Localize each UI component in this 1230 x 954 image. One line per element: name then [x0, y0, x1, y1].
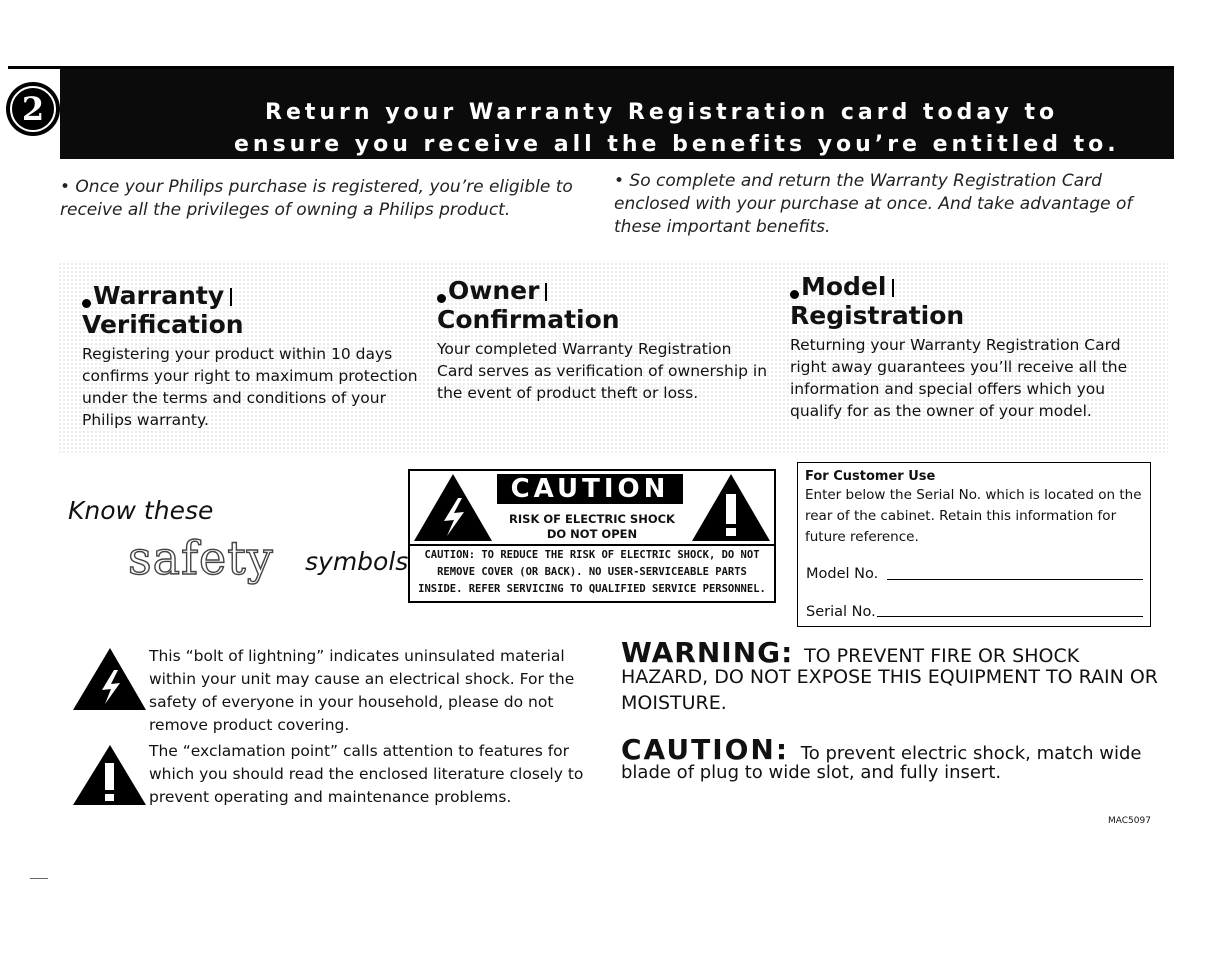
bar-mark	[545, 283, 547, 301]
serial-number-label: Serial No.	[806, 604, 876, 620]
banner-line-2: ensure you receive all the benefits you’re entitled to.	[234, 132, 1120, 157]
safety-word: safety	[128, 531, 274, 585]
intro-right-text: • So complete and return the Warranty Registration Card enclosed with your purchase at once. And take advantage of these important benefits.	[614, 171, 1133, 237]
benefit-body: Returning your Warranty Registration Card right away guarantees you’ll receive all the information and special offers which you qualify for as the owner of your model.	[790, 336, 1128, 420]
intro-left-text: • Once your Philips purchase is registered, you’re eligible to receive all the privileges of owning a Philips product.	[60, 177, 573, 220]
customer-use-title: For Customer Use	[805, 469, 936, 484]
bolt-explanation: This “bolt of lightning” indicates uninsulated material within your unit may cause an electrical shock. For the safety of everyone in your household, please do not remove product covering.	[149, 647, 575, 734]
margin-mark	[30, 878, 48, 879]
benefit-title-line2: Confirmation	[437, 305, 620, 334]
benefit-title-line1: Warranty	[82, 281, 422, 310]
serial-number-field[interactable]	[877, 616, 1143, 617]
warning-heading: WARNING: TO PREVENT FIRE OR SHOCK	[621, 636, 1080, 669]
banner-line-1: Return your Warranty Registration card today to	[265, 100, 1059, 125]
benefit-title-line1: Model	[790, 272, 1135, 301]
caution-text: blade of plug to wide slot, and fully insert.	[621, 762, 1002, 783]
caution-fine-line-1: CAUTION: TO REDUCE THE RISK OF ELECTRIC SHOCK, DO NOT	[424, 549, 760, 561]
bullet-icon	[790, 290, 799, 299]
caution-divider	[410, 544, 774, 546]
warning-text: HAZARD, DO NOT EXPOSE THIS EQUIPMENT TO RAIN OR MOISTURE.	[621, 666, 1159, 714]
bar-mark	[892, 279, 894, 297]
lightning-triangle-icon	[412, 472, 494, 543]
caution-heading: CAUTION: To prevent electric shock, match wide	[621, 733, 1142, 766]
warning-text-start: TO PREVENT FIRE OR SHOCK	[804, 645, 1080, 667]
caution-sub-line-2: DO NOT OPEN	[546, 527, 638, 541]
know-these-heading: Know these	[68, 496, 214, 525]
model-number-label: Model No.	[806, 566, 879, 582]
caution-word: CAUTION	[497, 474, 683, 504]
step-number-badge: 2	[6, 82, 60, 136]
customer-use-text: Enter below the Serial No. which is located on the rear of the cabinet. Retain this information for future reference.	[805, 487, 1142, 545]
benefit-title-line2: Verification	[82, 310, 244, 339]
bullet-icon	[437, 294, 446, 303]
exclamation-explanation: The “exclamation point” calls attention to features for which you should read the enclosed literature closely to prevent operating and maintenance problems.	[149, 742, 584, 806]
benefit-title-line1: Owner	[437, 276, 772, 305]
exclamation-triangle-icon	[690, 472, 772, 543]
bullet-icon	[82, 299, 91, 308]
benefit-model	[790, 272, 1135, 422]
caution-fine-line-3: INSIDE. REFER SERVICING TO QUALIFIED SERVICE PERSONNEL.	[418, 583, 766, 595]
bar-mark	[230, 288, 232, 306]
model-number-field[interactable]	[887, 579, 1143, 580]
benefit-title-line2: Registration	[790, 301, 965, 330]
caution-fine-line-2: REMOVE COVER (OR BACK). NO USER-SERVICEABLE PARTS	[437, 566, 747, 578]
benefit-warranty	[82, 281, 422, 431]
benefit-body: Registering your product within 10 days confirms your right to maximum protection under the terms and conditions of your Philips warranty.	[82, 345, 418, 429]
exclamation-triangle-icon	[72, 743, 147, 807]
benefit-owner	[437, 276, 772, 404]
document-code: MAC5097	[1108, 816, 1151, 826]
symbols-word: symbols	[305, 547, 409, 576]
benefit-body: Your completed Warranty Registration Card serves as verification of ownership in the event of product theft or loss.	[437, 340, 768, 402]
caution-sub-line-1: RISK OF ELECTRIC SHOCK	[509, 512, 675, 526]
lightning-triangle-icon	[72, 646, 147, 712]
caution-text-start: To prevent electric shock, match wide	[800, 743, 1142, 764]
